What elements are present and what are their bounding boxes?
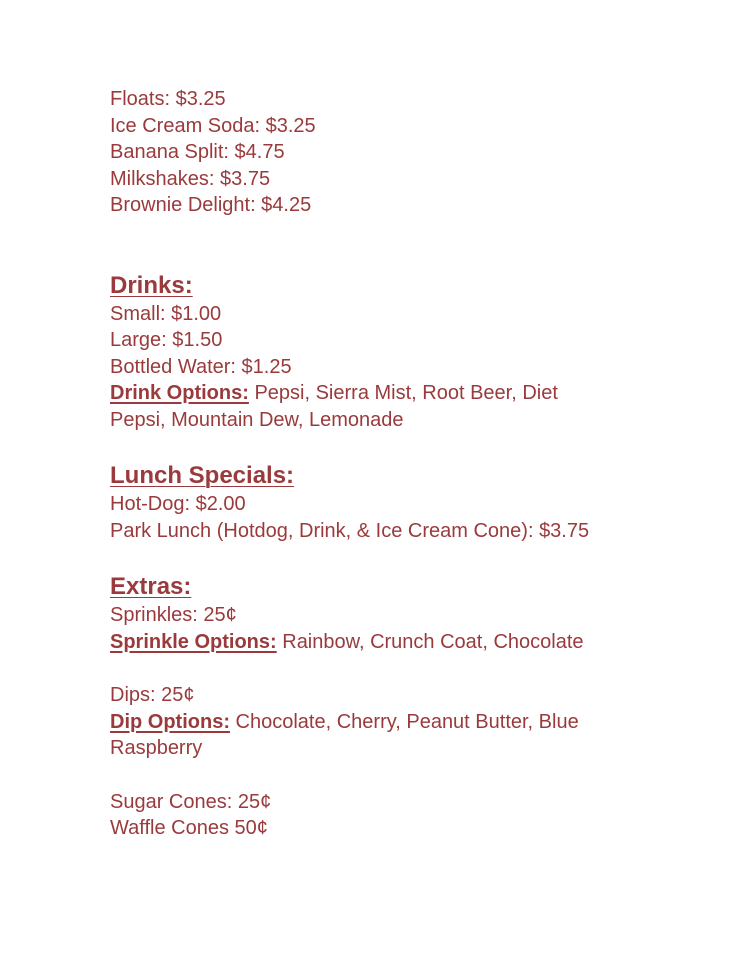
desserts-section bbox=[110, 86, 720, 219]
menu-item-sugar-cones: Sugar Cones: 25¢ bbox=[110, 790, 272, 813]
drinks-section bbox=[110, 271, 720, 434]
menu-page bbox=[110, 86, 720, 842]
menu-item-small-drink: Small: $1.00 bbox=[110, 302, 222, 325]
drink-options-label: Drink Options: bbox=[110, 382, 249, 404]
sprinkle-options-text: Rainbow, Crunch Coat, Chocolate bbox=[276, 630, 584, 653]
menu-item-sprinkles: Sprinkles: 25¢ bbox=[110, 604, 237, 626]
extras-section bbox=[110, 572, 720, 842]
dip-options bbox=[110, 709, 600, 762]
menu-item-floats: Floats: $3.25 bbox=[110, 88, 226, 110]
menu-item-dips: Dips: 25¢ bbox=[110, 684, 195, 706]
drink-options-text: Pepsi, Sierra Mist, Root Beer, Diet Pepsi, Mountain Dew, Lemonade bbox=[110, 382, 558, 431]
menu-item-brownie-delight: Brownie Delight: $4.25 bbox=[110, 194, 312, 216]
menu-item-bottled-water: Bottled Water: $1.25 bbox=[110, 355, 292, 378]
menu-item-park-lunch: Park Lunch (Hotdog, Drink, & Ice Cream Cone): $3.75 bbox=[110, 519, 590, 542]
sprinkle-options bbox=[110, 629, 720, 656]
sprinkle-options-label: Sprinkle Options: bbox=[110, 630, 277, 653]
lunch-section bbox=[110, 461, 720, 544]
extras-heading: Extras: bbox=[110, 573, 192, 600]
dip-options-text: Chocolate, Cherry, Peanut Butter, Blue Raspberry bbox=[110, 710, 579, 759]
drink-options bbox=[110, 380, 600, 433]
drinks-heading: Drinks: bbox=[110, 271, 193, 299]
menu-item-ice-cream-soda: Ice Cream Soda: $3.25 bbox=[110, 114, 316, 137]
menu-item-hot-dog: Hot-Dog: $2.00 bbox=[110, 493, 246, 515]
dip-options-label: Dip Options: bbox=[110, 710, 230, 733]
menu-item-waffle-cones: Waffle Cones 50¢ bbox=[110, 817, 268, 839]
menu-item-large-drink: Large: $1.50 bbox=[110, 329, 223, 351]
lunch-heading: Lunch Specials: bbox=[110, 462, 295, 489]
menu-item-banana-split: Banana Split: $4.75 bbox=[110, 141, 285, 163]
menu-item-milkshakes: Milkshakes: $3.75 bbox=[110, 167, 271, 190]
